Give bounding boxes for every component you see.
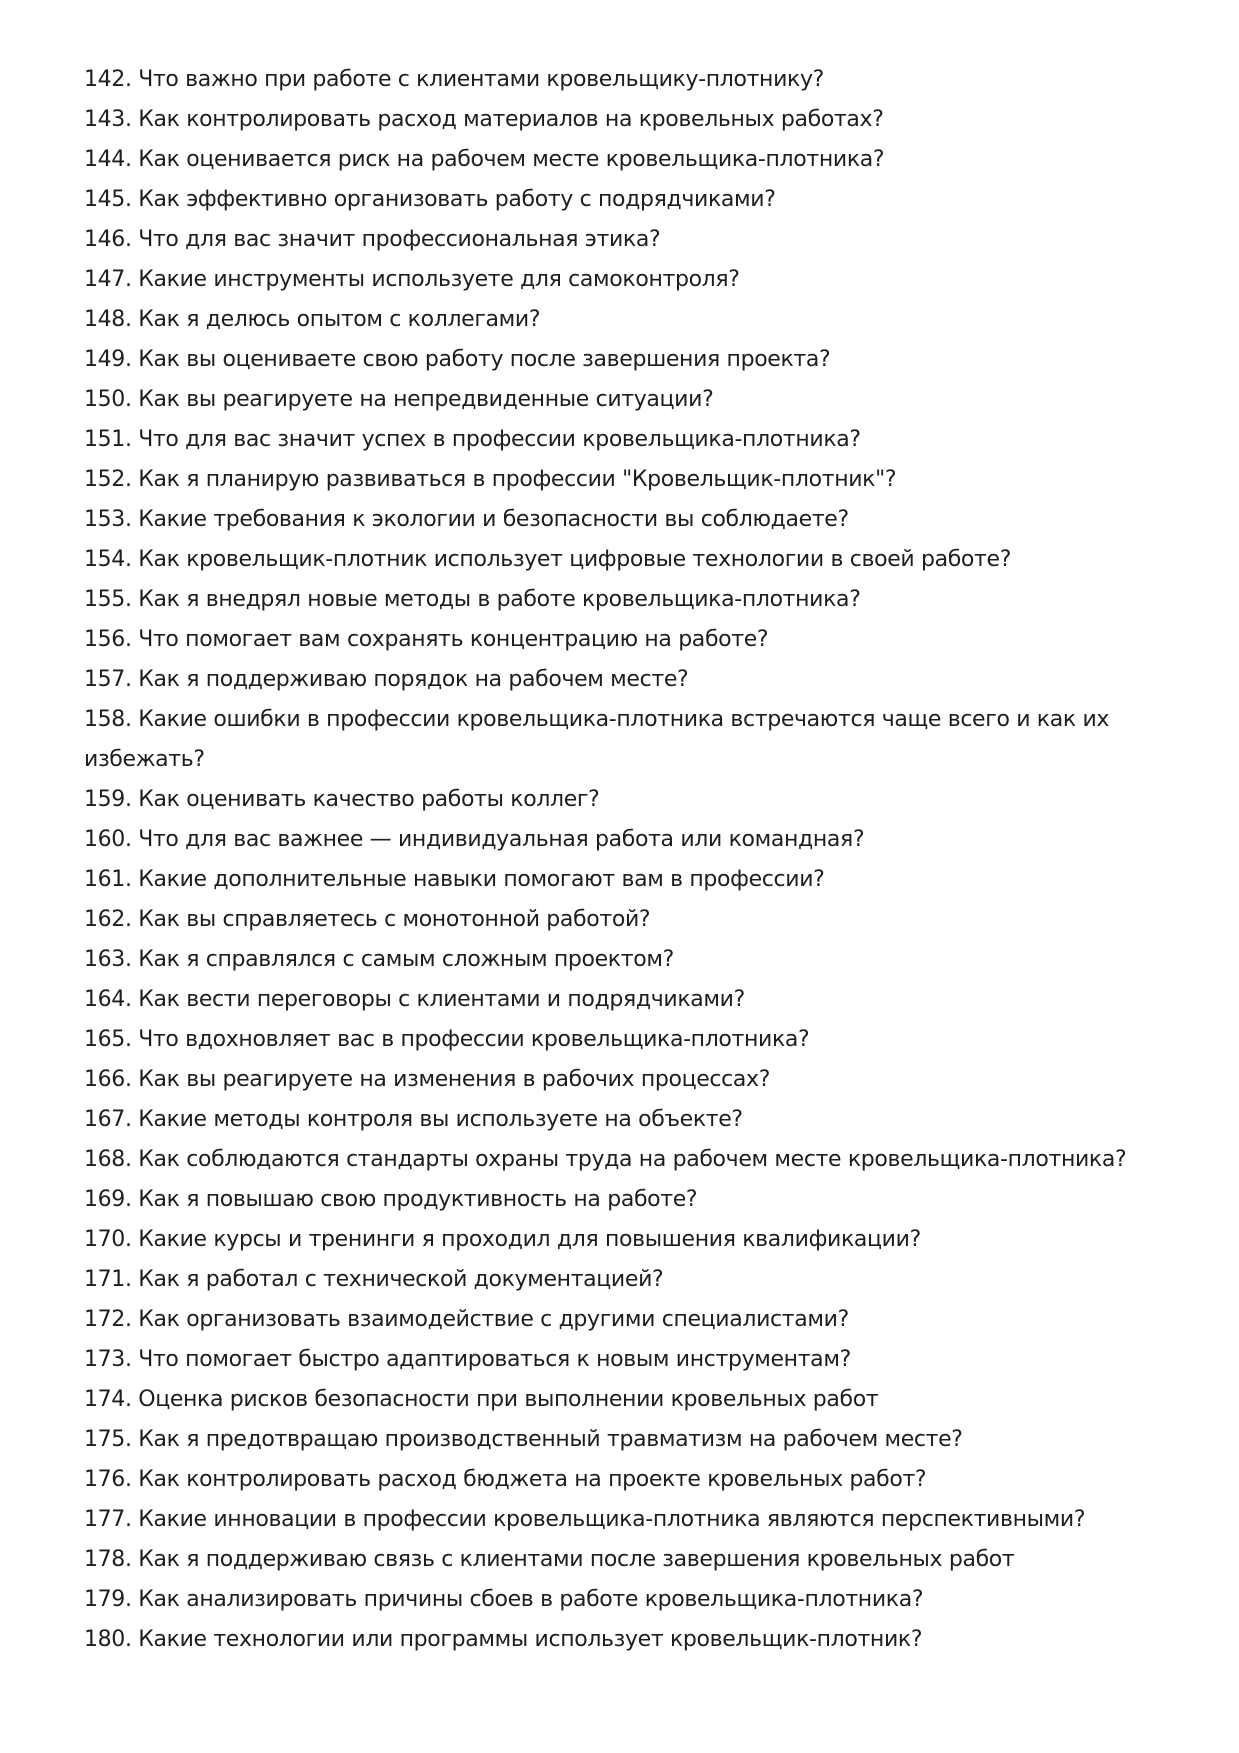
list-item: 146. Что для вас значит профессиональная этика?: [84, 227, 661, 252]
list-item: 150. Как вы реагируете на непредвиденные ситуации?: [84, 387, 714, 412]
list-item: 164. Как вести переговоры с клиентами и подрядчиками?: [84, 987, 745, 1012]
list-item: 179. Как анализировать причины сбоев в работе кровельщика-плотника?: [84, 1587, 924, 1612]
list-item: 168. Как соблюдаются стандарты охраны труда на рабочем месте кровельщика-плотника?: [84, 1147, 1127, 1172]
list-item: 177. Какие инновации в профессии кровельщика-плотника являются перспективными?: [84, 1507, 1086, 1532]
list-item: 158. Какие ошибки в профессии кровельщика-плотника встречаются чаще всего и как их избежать?: [84, 707, 1110, 772]
list-item: 180. Какие технологии или программы использует кровельщик-плотник?: [84, 1627, 923, 1652]
list-item: 147. Какие инструменты используете для самоконтроля?: [84, 267, 740, 292]
list-item: 172. Как организовать взаимодействие с другими специалистами?: [84, 1307, 849, 1332]
list-item: 165. Что вдохновляет вас в профессии кровельщика-плотника?: [84, 1027, 810, 1052]
list-item: 174. Оценка рисков безопасности при выполнении кровельных работ: [84, 1387, 879, 1412]
list-item: 159. Как оценивать качество работы коллег?: [84, 787, 600, 812]
list-item: 154. Как кровельщик-плотник использует цифровые технологии в своей работе?: [84, 547, 1012, 572]
question-list: [84, 60, 1164, 1660]
list-item: 156. Что помогает вам сохранять концентрацию на работе?: [84, 627, 769, 652]
list-item: 171. Как я работал с технической документацией?: [84, 1267, 664, 1292]
list-item: 157. Как я поддерживаю порядок на рабочем месте?: [84, 667, 689, 692]
list-item: 151. Что для вас значит успех в профессии кровельщика-плотника?: [84, 427, 861, 452]
list-item: 155. Как я внедрял новые методы в работе кровельщика-плотника?: [84, 587, 861, 612]
list-item: 167. Какие методы контроля вы используете на объекте?: [84, 1107, 743, 1132]
list-item: 152. Как я планирую развиваться в профессии "Кровельщик-плотник"?: [84, 467, 897, 492]
list-item: 175. Как я предотвращаю производственный травматизм на рабочем месте?: [84, 1427, 963, 1452]
list-item: 142. Что важно при работе с клиентами кровельщику-плотнику?: [84, 67, 824, 92]
list-item: 144. Как оценивается риск на рабочем месте кровельщика-плотника?: [84, 147, 885, 172]
list-item: 145. Как эффективно организовать работу с подрядчиками?: [84, 187, 776, 212]
list-item: 166. Как вы реагируете на изменения в рабочих процессах?: [84, 1067, 771, 1092]
list-item: 153. Какие требования к экологии и безопасности вы соблюдаете?: [84, 507, 849, 532]
list-item: 170. Какие курсы и тренинги я проходил для повышения квалификации?: [84, 1227, 921, 1252]
list-item: 173. Что помогает быстро адаптироваться к новым инструментам?: [84, 1347, 851, 1372]
list-item: 149. Как вы оцениваете свою работу после завершения проекта?: [84, 347, 831, 372]
list-item: 161. Какие дополнительные навыки помогают вам в профессии?: [84, 867, 825, 892]
list-item: 169. Как я повышаю свою продуктивность на работе?: [84, 1187, 698, 1212]
list-item: 163. Как я справлялся с самым сложным проектом?: [84, 947, 674, 972]
list-item: 162. Как вы справляетесь с монотонной работой?: [84, 907, 651, 932]
list-item: 148. Как я делюсь опытом с коллегами?: [84, 307, 541, 332]
list-item: 143. Как контролировать расход материалов на кровельных работах?: [84, 107, 884, 132]
list-item: 160. Что для вас важнее — индивидуальная работа или командная?: [84, 827, 865, 852]
list-item: 178. Как я поддерживаю связь с клиентами после завершения кровельных работ: [84, 1547, 1015, 1572]
list-item: 176. Как контролировать расход бюджета на проекте кровельных работ?: [84, 1467, 927, 1492]
